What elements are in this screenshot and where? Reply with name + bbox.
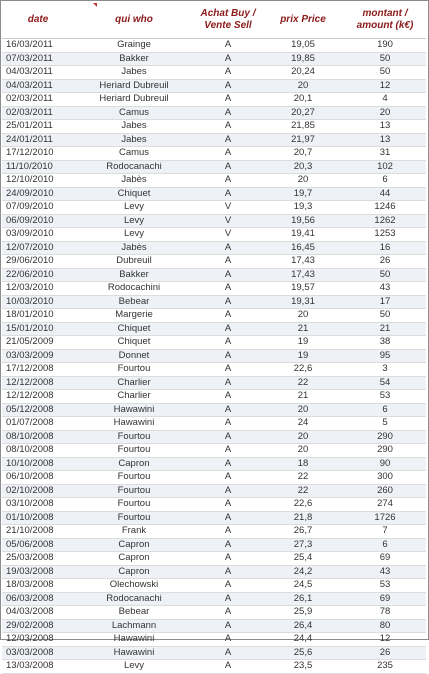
- cell-type: A: [194, 268, 262, 282]
- cell-amount: 50: [344, 66, 426, 80]
- cell-amount: 50: [344, 52, 426, 66]
- cell-who: Margerie: [74, 309, 194, 323]
- cell-price: 18: [262, 457, 344, 471]
- cell-who: Chiquet: [74, 336, 194, 350]
- cell-date: 29/06/2010: [2, 255, 74, 269]
- cell-amount: 274: [344, 498, 426, 512]
- table-row: [2, 511, 426, 525]
- table-row: [2, 606, 426, 620]
- cell-type: A: [194, 39, 262, 53]
- cell-price: 19,56: [262, 214, 344, 228]
- cell-who: Rodocanachi: [74, 592, 194, 606]
- cell-type: A: [194, 606, 262, 620]
- cell-price: 19,05: [262, 39, 344, 53]
- cell-type: A: [194, 430, 262, 444]
- cell-type: A: [194, 363, 262, 377]
- cell-who: Capron: [74, 538, 194, 552]
- cell-date: 24/09/2010: [2, 187, 74, 201]
- cell-date: 03/10/2008: [2, 498, 74, 512]
- cell-price: 21,97: [262, 133, 344, 147]
- cell-type: A: [194, 349, 262, 363]
- table-row: [2, 120, 426, 134]
- cell-amount: 12: [344, 633, 426, 647]
- table-row: [2, 295, 426, 309]
- cell-who: Capron: [74, 552, 194, 566]
- cell-who: Grainge: [74, 39, 194, 53]
- header-who: qui who: [74, 2, 194, 39]
- header-price: prix Price: [262, 2, 344, 39]
- cell-who: Fourtou: [74, 484, 194, 498]
- cell-price: 20: [262, 430, 344, 444]
- cell-who: Jabes: [74, 66, 194, 80]
- cell-date: 06/09/2010: [2, 214, 74, 228]
- cell-date: 18/01/2010: [2, 309, 74, 323]
- table-row: [2, 214, 426, 228]
- cell-price: 17,43: [262, 255, 344, 269]
- cell-who: Chiquet: [74, 187, 194, 201]
- table-row: [2, 484, 426, 498]
- cell-date: 21/05/2009: [2, 336, 74, 350]
- cell-price: 21: [262, 322, 344, 336]
- cell-date: 17/12/2010: [2, 147, 74, 161]
- cell-type: A: [194, 619, 262, 633]
- cell-date: 24/01/2011: [2, 133, 74, 147]
- cell-price: 24,2: [262, 565, 344, 579]
- table-row: [2, 174, 426, 188]
- cell-amount: 54: [344, 376, 426, 390]
- cell-amount: 1246: [344, 201, 426, 215]
- cell-type: A: [194, 633, 262, 647]
- cell-price: 20: [262, 79, 344, 93]
- cell-date: 29/02/2008: [2, 619, 74, 633]
- cell-amount: 31: [344, 147, 426, 161]
- cell-price: 22: [262, 484, 344, 498]
- cell-who: Jabès: [74, 241, 194, 255]
- cell-type: A: [194, 592, 262, 606]
- table-row: [2, 282, 426, 296]
- cell-amount: 69: [344, 552, 426, 566]
- header-amount: montant / amount (k€): [344, 2, 426, 39]
- cell-who: Olechowski: [74, 579, 194, 593]
- cell-price: 20: [262, 403, 344, 417]
- cell-price: 24,4: [262, 633, 344, 647]
- cell-who: Frank: [74, 525, 194, 539]
- cell-who: Levy: [74, 660, 194, 674]
- table-row: [2, 363, 426, 377]
- cell-amount: 16: [344, 241, 426, 255]
- cell-date: 01/07/2008: [2, 417, 74, 431]
- table-row: [2, 646, 426, 660]
- header-row: [2, 2, 426, 39]
- cell-price: 19,85: [262, 52, 344, 66]
- table-row: [2, 390, 426, 404]
- cell-price: 21: [262, 390, 344, 404]
- cell-amount: 260: [344, 484, 426, 498]
- cell-price: 26,7: [262, 525, 344, 539]
- cell-type: A: [194, 552, 262, 566]
- cell-date: 07/03/2011: [2, 52, 74, 66]
- cell-price: 24,5: [262, 579, 344, 593]
- cell-type: A: [194, 525, 262, 539]
- cell-type: A: [194, 282, 262, 296]
- cell-price: 19,57: [262, 282, 344, 296]
- table-row: [2, 52, 426, 66]
- cell-date: 12/10/2010: [2, 174, 74, 188]
- cell-type: A: [194, 646, 262, 660]
- cell-who: Fourtou: [74, 511, 194, 525]
- cell-who: Levy: [74, 214, 194, 228]
- cell-price: 19,41: [262, 228, 344, 242]
- cell-amount: 78: [344, 606, 426, 620]
- cell-amount: 69: [344, 592, 426, 606]
- cell-who: Jabès: [74, 174, 194, 188]
- cell-date: 01/10/2008: [2, 511, 74, 525]
- cell-who: Jabes: [74, 120, 194, 134]
- cell-type: A: [194, 376, 262, 390]
- cell-price: 19: [262, 336, 344, 350]
- cell-date: 04/03/2011: [2, 66, 74, 80]
- table-row: [2, 538, 426, 552]
- cell-type: A: [194, 390, 262, 404]
- cell-type: A: [194, 133, 262, 147]
- cell-price: 23,5: [262, 660, 344, 674]
- table-row: [2, 187, 426, 201]
- cell-amount: 1726: [344, 511, 426, 525]
- cell-amount: 300: [344, 471, 426, 485]
- table-body: [2, 39, 426, 674]
- cell-amount: 102: [344, 160, 426, 174]
- cell-price: 16,45: [262, 241, 344, 255]
- cell-type: A: [194, 498, 262, 512]
- cell-price: 20,1: [262, 93, 344, 107]
- cell-type: A: [194, 79, 262, 93]
- cell-date: 06/10/2008: [2, 471, 74, 485]
- cell-date: 13/03/2008: [2, 660, 74, 674]
- cell-type: A: [194, 660, 262, 674]
- table-row: [2, 376, 426, 390]
- cell-who: Lachmann: [74, 619, 194, 633]
- cell-amount: 13: [344, 120, 426, 134]
- cell-who: Camus: [74, 147, 194, 161]
- cell-date: 12/07/2010: [2, 241, 74, 255]
- cell-amount: 17: [344, 295, 426, 309]
- cell-date: 08/10/2008: [2, 430, 74, 444]
- cell-amount: 44: [344, 187, 426, 201]
- table-row: [2, 565, 426, 579]
- cell-who: Bebear: [74, 295, 194, 309]
- cell-type: A: [194, 187, 262, 201]
- cell-who: Bebear: [74, 606, 194, 620]
- cell-price: 26,1: [262, 592, 344, 606]
- cell-who: Heriard Dubreuil: [74, 79, 194, 93]
- table-row: [2, 619, 426, 633]
- cell-amount: 6: [344, 403, 426, 417]
- cell-date: 04/03/2008: [2, 606, 74, 620]
- cell-price: 19: [262, 349, 344, 363]
- cell-price: 17,43: [262, 268, 344, 282]
- table-row: [2, 633, 426, 647]
- cell-price: 20,24: [262, 66, 344, 80]
- cell-price: 20: [262, 444, 344, 458]
- cell-date: 12/12/2008: [2, 390, 74, 404]
- cell-who: Capron: [74, 457, 194, 471]
- cell-amount: 235: [344, 660, 426, 674]
- table-row: [2, 430, 426, 444]
- cell-who: Bakker: [74, 268, 194, 282]
- cell-amount: 190: [344, 39, 426, 53]
- cell-type: A: [194, 538, 262, 552]
- cell-type: A: [194, 255, 262, 269]
- cell-date: 03/03/2009: [2, 349, 74, 363]
- table-row: [2, 417, 426, 431]
- cell-price: 20: [262, 174, 344, 188]
- table-row: [2, 525, 426, 539]
- cell-amount: 53: [344, 390, 426, 404]
- table-row: [2, 241, 426, 255]
- cell-who: Fourtou: [74, 498, 194, 512]
- table-row: [2, 93, 426, 107]
- cell-who: Chiquet: [74, 322, 194, 336]
- cell-date: 02/10/2008: [2, 484, 74, 498]
- cell-amount: 21: [344, 322, 426, 336]
- cell-price: 21,8: [262, 511, 344, 525]
- cell-amount: 43: [344, 565, 426, 579]
- table-row: [2, 457, 426, 471]
- cell-amount: 6: [344, 174, 426, 188]
- cell-date: 02/03/2011: [2, 93, 74, 107]
- cell-type: A: [194, 336, 262, 350]
- cell-price: 27,3: [262, 538, 344, 552]
- table-row: [2, 228, 426, 242]
- cell-type: A: [194, 309, 262, 323]
- table-row: [2, 309, 426, 323]
- cell-type: A: [194, 120, 262, 134]
- cell-amount: 38: [344, 336, 426, 350]
- cell-type: V: [194, 214, 262, 228]
- cell-date: 11/10/2010: [2, 160, 74, 174]
- cell-price: 22,6: [262, 363, 344, 377]
- cell-type: A: [194, 457, 262, 471]
- cell-price: 25,4: [262, 552, 344, 566]
- cell-who: Charlier: [74, 376, 194, 390]
- cell-who: Donnet: [74, 349, 194, 363]
- cell-amount: 20: [344, 106, 426, 120]
- cell-who: Rodocanachi: [74, 160, 194, 174]
- cell-who: Capron: [74, 565, 194, 579]
- table-row: [2, 106, 426, 120]
- cell-date: 08/10/2008: [2, 444, 74, 458]
- cell-who: Fourtou: [74, 444, 194, 458]
- header-type: Achat Buy / Vente Sell: [194, 2, 262, 39]
- cell-type: A: [194, 241, 262, 255]
- cell-type: V: [194, 201, 262, 215]
- cell-amount: 13: [344, 133, 426, 147]
- cell-date: 03/09/2010: [2, 228, 74, 242]
- cell-price: 22: [262, 376, 344, 390]
- cell-date: 18/03/2008: [2, 579, 74, 593]
- cell-amount: 7: [344, 525, 426, 539]
- cell-date: 21/10/2008: [2, 525, 74, 539]
- cell-who: Camus: [74, 106, 194, 120]
- cell-date: 25/03/2008: [2, 552, 74, 566]
- cell-price: 22,6: [262, 498, 344, 512]
- cell-amount: 95: [344, 349, 426, 363]
- cell-type: A: [194, 295, 262, 309]
- transactions-table: [2, 2, 426, 674]
- cell-amount: 1253: [344, 228, 426, 242]
- table-row: [2, 592, 426, 606]
- cell-who: Fourtou: [74, 471, 194, 485]
- cell-date: 07/09/2010: [2, 201, 74, 215]
- cell-who: Levy: [74, 201, 194, 215]
- cell-who: Bakker: [74, 52, 194, 66]
- cell-who: Charlier: [74, 390, 194, 404]
- cell-date: 12/03/2010: [2, 282, 74, 296]
- table-row: [2, 349, 426, 363]
- cell-who: Hawawini: [74, 417, 194, 431]
- cell-price: 20,27: [262, 106, 344, 120]
- cell-type: A: [194, 52, 262, 66]
- cell-price: 19,31: [262, 295, 344, 309]
- cell-amount: 50: [344, 268, 426, 282]
- cell-amount: 4: [344, 93, 426, 107]
- cell-who: Hawawini: [74, 633, 194, 647]
- cell-who: Dubreuil: [74, 255, 194, 269]
- cell-price: 20,7: [262, 147, 344, 161]
- cell-date: 02/03/2011: [2, 106, 74, 120]
- cell-amount: 53: [344, 579, 426, 593]
- table-row: [2, 39, 426, 53]
- cell-date: 05/06/2008: [2, 538, 74, 552]
- cell-type: A: [194, 106, 262, 120]
- cell-price: 25,9: [262, 606, 344, 620]
- cell-date: 03/03/2008: [2, 646, 74, 660]
- cell-type: A: [194, 484, 262, 498]
- cell-who: Jabes: [74, 133, 194, 147]
- cell-amount: 26: [344, 646, 426, 660]
- cell-price: 20: [262, 309, 344, 323]
- cell-amount: 90: [344, 457, 426, 471]
- cell-amount: 290: [344, 430, 426, 444]
- cell-price: 21,85: [262, 120, 344, 134]
- cell-date: 19/03/2008: [2, 565, 74, 579]
- cell-type: A: [194, 66, 262, 80]
- cell-date: 10/10/2008: [2, 457, 74, 471]
- cell-date: 04/03/2011: [2, 79, 74, 93]
- cell-type: A: [194, 322, 262, 336]
- cell-amount: 26: [344, 255, 426, 269]
- cell-amount: 50: [344, 309, 426, 323]
- cell-type: A: [194, 417, 262, 431]
- table-row: [2, 160, 426, 174]
- cell-type: A: [194, 565, 262, 579]
- table-row: [2, 133, 426, 147]
- table-row: [2, 79, 426, 93]
- cell-amount: 80: [344, 619, 426, 633]
- cell-price: 24: [262, 417, 344, 431]
- cell-who: Hawawini: [74, 646, 194, 660]
- table-row: [2, 444, 426, 458]
- cell-date: 06/03/2008: [2, 592, 74, 606]
- cell-who: Heriard Dubreuil: [74, 93, 194, 107]
- table-row: [2, 403, 426, 417]
- cell-price: 19,7: [262, 187, 344, 201]
- cell-type: A: [194, 174, 262, 188]
- cell-who: Fourtou: [74, 363, 194, 377]
- cell-type: V: [194, 228, 262, 242]
- cell-date: 05/12/2008: [2, 403, 74, 417]
- cell-price: 22: [262, 471, 344, 485]
- cell-amount: 43: [344, 282, 426, 296]
- table-row: [2, 322, 426, 336]
- table-row: [2, 552, 426, 566]
- cell-type: A: [194, 471, 262, 485]
- table-row: [2, 268, 426, 282]
- cell-price: 19,3: [262, 201, 344, 215]
- cell-price: 26,4: [262, 619, 344, 633]
- cell-date: 22/06/2010: [2, 268, 74, 282]
- cell-date: 17/12/2008: [2, 363, 74, 377]
- cell-type: A: [194, 160, 262, 174]
- cell-who: Levy: [74, 228, 194, 242]
- table-row: [2, 201, 426, 215]
- table-row: [2, 579, 426, 593]
- cell-type: A: [194, 403, 262, 417]
- cell-date: 12/12/2008: [2, 376, 74, 390]
- cell-who: Fourtou: [74, 430, 194, 444]
- cell-type: A: [194, 444, 262, 458]
- table-row: [2, 255, 426, 269]
- cell-amount: 6: [344, 538, 426, 552]
- cell-type: A: [194, 579, 262, 593]
- header-date: date: [2, 2, 74, 39]
- cell-amount: 5: [344, 417, 426, 431]
- cell-amount: 12: [344, 79, 426, 93]
- table-row: [2, 471, 426, 485]
- cell-type: A: [194, 511, 262, 525]
- cell-amount: 1262: [344, 214, 426, 228]
- cell-date: 15/01/2010: [2, 322, 74, 336]
- cell-who: Rodocachini: [74, 282, 194, 296]
- table-row: [2, 498, 426, 512]
- table-row: [2, 660, 426, 674]
- cell-price: 25,6: [262, 646, 344, 660]
- cell-date: 10/03/2010: [2, 295, 74, 309]
- table-row: [2, 66, 426, 80]
- cell-type: A: [194, 93, 262, 107]
- cell-amount: 3: [344, 363, 426, 377]
- cell-price: 20,3: [262, 160, 344, 174]
- table-row: [2, 147, 426, 161]
- cell-who: Hawawini: [74, 403, 194, 417]
- cell-date: 12/03/2008: [2, 633, 74, 647]
- cell-type: A: [194, 147, 262, 161]
- cell-date: 25/01/2011: [2, 120, 74, 134]
- cell-date: 16/03/2011: [2, 39, 74, 53]
- cell-amount: 290: [344, 444, 426, 458]
- table-row: [2, 336, 426, 350]
